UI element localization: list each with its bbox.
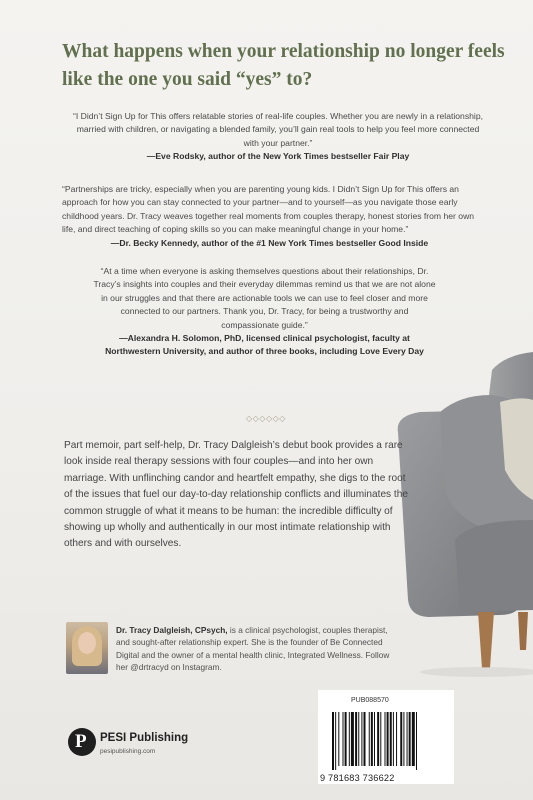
quote-attribution: —Eve Rodsky, author of the New York Times bestseller Fair Play [146, 151, 410, 162]
quote-body: “At a time when everyone is asking themselves questions about their relationships, Dr. Tracy’s insights into couples and their everyday dilemmas remind us that we are not alone in our struggles and that there are actionable tools we can use to feel closer and more connected to our partners. Thank you, Dr. Tracy, for being a trustworthy and compassionate guide.” [93, 266, 436, 330]
publisher-logo-icon [68, 728, 96, 756]
barcode-bar [400, 712, 402, 766]
barcode-bar [374, 712, 375, 766]
barcode-bar [385, 712, 386, 766]
barcode-bar [403, 712, 404, 766]
quote-attribution: —Alexandra H. Solomon, PhD, licensed clinical psychologist, faculty at Northwestern University, and author of three books, including Love Every Day [105, 333, 424, 357]
barcode-bar [407, 712, 408, 766]
barcode-bar [396, 712, 397, 766]
barcode-bar [369, 712, 370, 766]
endorsement-quote [62, 183, 477, 250]
barcode-bar [338, 712, 339, 766]
endorsement-quote [92, 265, 437, 359]
barcode-bar [393, 712, 394, 766]
quote-body: “I Didn’t Sign Up for This offers relatable stories of real-life couples. Whether you are newly in a relationship, married with children, or navigating a blended family, you’ll gain real tools to help you feel more connected with your partner.” [73, 111, 483, 148]
barcode-bar [377, 712, 379, 766]
author-bio [116, 624, 396, 674]
barcode-bar [345, 712, 347, 766]
barcode-bar [361, 712, 362, 766]
author-name: Dr. Tracy Dalgleish, CPsych, [116, 625, 228, 635]
quote-attribution: —Dr. Becky Kennedy, author of the #1 New York Times bestseller Good Inside [110, 237, 429, 248]
author-photo [66, 622, 108, 674]
diamond-divider-icon: ◇◇◇◇◇◇ [246, 414, 286, 423]
barcode-bar [380, 712, 381, 766]
isbn-number: 9 781683 736622 [320, 773, 395, 783]
publisher-name: PESI Publishing [100, 732, 189, 744]
publisher-logo-letter: P [75, 731, 87, 752]
book-description: Part memoir, part self-help, Dr. Tracy Dalgleish’s debut book provides a rare look inside real therapy sessions with four couples—and into her own marriage. With unflinching candor and heartfelt empathy, she digs to the root of the issues that fuel our day-to-day relationship conflicts and illuminates the common struggle of what it means to be human: the incredible difficulty of showing up wholly and authentically in our most intimate relationship with others and with ourselves. [64, 440, 408, 550]
barcode-bar [409, 712, 411, 766]
barcode-bar [371, 712, 373, 766]
quote-body: “Partnerships are tricky, especially when you are parenting young kids. I Didn’t Sign Up for This offers an approach for how you can stay connected to your partner—and to yourself—as you navigate those early childhood years. Dr. Tracy weaves together real moments from couples therapy, honest stories from her own life, and direct teaching of coping skills so you can make meaningful change in your home.” [62, 184, 475, 235]
barcode-bar [387, 712, 389, 766]
barcode-bar [364, 712, 366, 766]
barcode-bar [416, 712, 417, 770]
barcode-bar [332, 712, 334, 770]
endorsement-quote [68, 110, 488, 164]
barcode-bar [349, 712, 350, 766]
barcode-bar [358, 712, 359, 766]
author-bio-text: is a clinical psychologist, couples therapist, and sought-after relationship expert. She is the founder of Be Connected Digital and the owner of a mental health clinic, Integrated Wellness. Follow her @drtracyd on Instagram. [116, 625, 390, 673]
barcode-bar [390, 712, 392, 766]
publisher-url: pesipublishing.com [100, 748, 156, 755]
barcode-bar [335, 712, 336, 770]
barcode-bar [351, 712, 354, 766]
barcode-bar [355, 712, 357, 766]
isbn-barcode [318, 710, 454, 772]
pub-code: PUB088570 [351, 697, 389, 704]
headline: What happens when your relationship no longer feels like the one you said “yes” to? [62, 41, 505, 90]
barcode-bar [343, 712, 344, 766]
barcode-bar [412, 712, 415, 766]
